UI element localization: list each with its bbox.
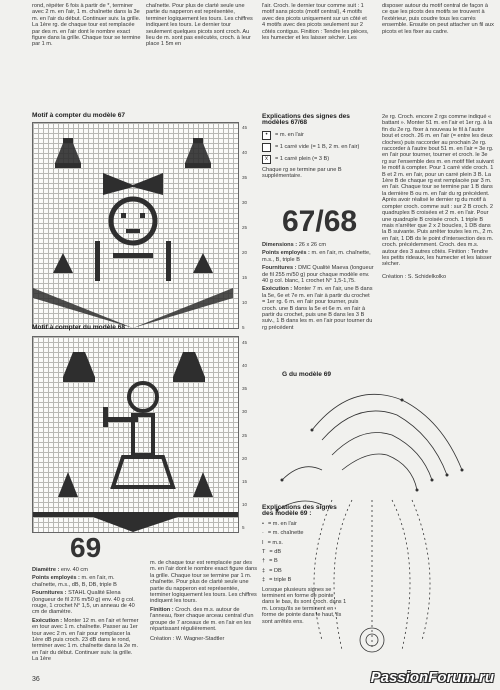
top-text-col2: chaînette. Pour plus de clarté seule une partie du napperon est représentée, terminer logiquement les tours. Les chiffres indiquent les tours. Le dernier tour seulement quelques picots sont croch. Au lieu de m. sont pas exécutés, croch. à leur place 1 5m en (146, 3, 253, 48)
motif67-title: Motif à compter du modèle 67 (32, 112, 126, 119)
double-crochet-icon: † (262, 558, 266, 565)
legend-69 (262, 505, 347, 627)
legend-note: Chaque rg se termine par une B supplémentaire. (262, 166, 342, 180)
legend-6768 (262, 114, 374, 180)
legend-row: ‡ = DB (262, 567, 282, 574)
model-6768-text: Dimensions : 26 x 26 cm Points employés : m. en l'air, m. chaînette, m.s., B, triple B Fournitures : DMC Qualité Maeva (longueur de fil 255 m/50 g) pour chaque modèle env. 40 g col. blanc, 1 crochet N° 1,5-1,75. Exécution : Monter 7 m. en l'air, une B dans la 5e, 6e et 7e m. en l'air à partir du crochet = 1er rg. 6 m. en l'air pour tourner, puis croch. une B dans la 5e et 6e m. en l'air à partir du crochet, puis une B dans les 3 B suiv., 1 B dans les m. en l'air pour tourner du rg précédent (262, 242, 374, 331)
top-text-col1: rond, répéter 6 fois à partir de *, terminer avec 2 m. en l'air, 1 m. chaînette dans la 3e m. en l'air du début. Continuer suiv. la grille. La 1ère rg. de chaque tour est remplacée par des m. en l'air dont le nombre exact figure dans la grille. Chaque tour se termine par 1 m. (32, 3, 141, 48)
motif68-pattern (33, 337, 238, 532)
legend-69-title: Explications des signes des modèle 69 : (262, 504, 337, 518)
legend-row: x = 1 carré plein (= 3 B) (262, 155, 374, 164)
filled-square-icon: x (262, 155, 271, 164)
legend-6768-title: Explications des signes des modèles 67/68 (262, 113, 350, 127)
legend-row: = 1 carré vide (= 1 B, 2 m. en l'air) (262, 143, 374, 152)
chain-dot-icon: • (262, 520, 264, 527)
treble-icon: ‡ (262, 567, 266, 574)
half-double-icon: T (262, 549, 266, 556)
model-69-text-col1: Diamètre : env. 40 cm Points employés : m. en l'air, m. chaînette, m.s., dB, B, DB, triple B Fournitures : STAHL Qualité Elena (longueur de fil 276 m/50 g) env. 40 g col. rouge, 1 crochet N° 1,5, un anneau de 40 cm de diamètre. Exécution : Monter 12 m. en l'air et fermer en tour avec 1 m. chaînette. Passer au 1er tour avec 2 m. en l'air pour remplacer la 1ère dB puis croch. 23 dB dans le rond, terminer avec 1 m. chaînette dans la 2e m. en l'air du début. Continuer suiv. la grille. La 1ère (32, 567, 139, 663)
motif68-title: Motif à compter du modèle 68 (32, 324, 126, 331)
creation-69: Création : W. Wagner-Stadtler (150, 636, 225, 643)
legend-row: † = B (262, 558, 278, 565)
top-text-col3: l'air. Croch. le dernier tour comme suit : 1 motif sans picots (motif central), 4 motifs avec des picots uniquement sur un côté et 4 motifs avec des picots seulement sur 2 côtés contigus. Finition : Tendre les pièces, les humecter et les laisser sécher. Les (262, 3, 369, 42)
model-69-text-col2: m. de chaque tour est remplacée par des m. en l'air dont le nombre exact figure dans la grille. Chaque tour se termine par 1 m. chaînette. Pour plus de clarté seule une partie du napperon est représentée, terminer logiquement les tours. Les chiffres indiquent les tours. Finition : Croch. des m.s. autour de l'anneau, fixer chaque arceau central d'un groupe de 7 arceaux de m. en l'air en les répartissant régulièrement. Création : W. Wagner-Stadtler (150, 560, 258, 643)
motif67-pattern (33, 123, 238, 328)
motif68-grid (32, 336, 239, 533)
creation-right: Création : S. Schidelkolko (382, 273, 447, 280)
model69-title: G du modèle 69 (282, 371, 332, 378)
page-number: 36 (32, 676, 40, 683)
triple-treble-icon: ‡ (262, 577, 266, 584)
model-69-number: 69 (70, 532, 102, 563)
top-text-col4: disposer autour du motif central de façon à ce que les picots des motifs se trouvent à l'extérieur, puis coudre tous les carrés ensemble. Ensuite on peut attacher un fil aux picots et les fixer au cadre. (382, 3, 494, 35)
legend-row: T = dB (262, 549, 282, 556)
single-crochet-icon: I (262, 539, 264, 546)
legend-row: ‡ = triple B (262, 577, 292, 584)
right-column-text: 2e rg. Croch. encore 2 rgs comme indiqué « battant ». Monter 51 m. en l'air et 1er rg. à la fin du 2e rg. fixer à nouveau le fil à l'autre bout et croch. 26 m. en l'air (= entre les deux cloches) puis raccorder au prochain 2e rg. raccorder à l'autre bout 51 m. en l'air = 3e rg. en l'air pour tourner, tourner et croch. le 3e rg sur l'ensemble des m. en motif filet suivant le motif à compter. Pour 1 carré vide croch. 1 B et 2 m. en l'air, pour un carré plein 3 B. La 1ère B de chaque rg est remplacée par 3 m. en l'air. Chaque tour se termine par 1 B dans la dernière B ou m. en l'air du rg précédent. Après avoir réalisé le dernier rg du motif à compter croch. comme suit : sur 2 B croch. 2 quadruples B croisées et 2 m. en l'air. Pour une quadruple B croisée croch. 1 triple B mais n'arrêter que 2 x 2 boucles, 1 DB dans la B suivante. Puis arrêter toutes les m., 2 m. en l'air, 1 DB ds le point d'intersection des m. croch. précédemment. Croch. des m.s. autour des 3 autres côtés. Finition : Tendre les petits rideaux, les humecter et les laisser sécher. Création : S. Schidelkolko (382, 114, 494, 280)
motif67-grid (32, 122, 239, 329)
empty-square-icon (262, 143, 271, 152)
chain-stitch-icon: • (262, 131, 271, 140)
model-6768-number: 67/68 (282, 205, 358, 238)
legend-row: I = m.s. (262, 539, 283, 546)
legend-row: • = m. en l'air (262, 131, 374, 140)
motif67-tick-labels: 45 40 35 30 25 20 15 10 5 (242, 125, 248, 330)
watermark: PassionForum.ru (370, 669, 494, 686)
slip-stitch-icon: · (262, 530, 264, 537)
legend-69-note: Lorsque plusieurs signes se terminent en forme de pointe dans le bas, ils sont croch. dans 1 m. Lorsqu'ils se terminent en forme de pointe dans le haut, ils sont arrêtés ens. (262, 586, 347, 625)
motif68-tick-labels: 45 40 35 30 25 20 15 10 5 (242, 340, 248, 530)
legend-row: • = m. en l'air (262, 520, 297, 527)
legend-row: · = m. chaînette (262, 530, 304, 537)
